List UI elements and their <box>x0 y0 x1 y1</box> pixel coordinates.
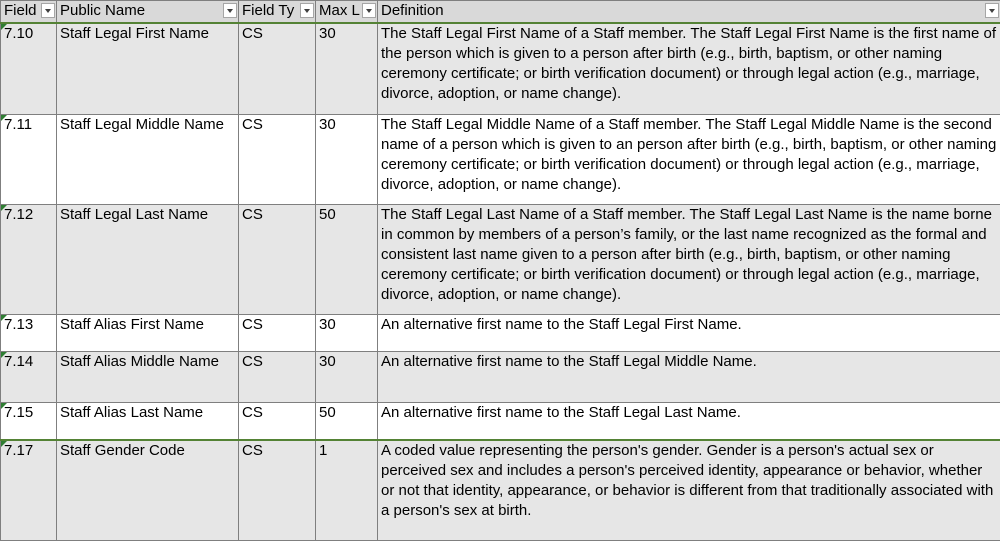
header-public-name[interactable] <box>57 1 239 24</box>
header-field-type[interactable] <box>239 1 316 24</box>
field-type-cell[interactable]: CS <box>239 114 316 204</box>
header-field-type-label: Field Ty <box>242 2 295 19</box>
error-indicator-icon <box>1 205 7 211</box>
field-value: 7.12 <box>4 205 34 223</box>
error-indicator-icon <box>1 403 7 409</box>
filter-dropdown-icon[interactable] <box>41 3 55 18</box>
error-indicator-icon <box>1 115 7 121</box>
field-type-cell[interactable]: CS <box>239 314 316 351</box>
max-length-cell[interactable]: 30 <box>316 351 378 402</box>
max-length-cell[interactable]: 30 <box>316 114 378 204</box>
field-value: 7.13 <box>4 315 34 333</box>
field-cell[interactable] <box>1 440 57 540</box>
table-row <box>1 23 1000 114</box>
public-name-cell[interactable]: Staff Alias First Name <box>57 314 239 351</box>
table-row <box>1 351 1000 402</box>
field-type-cell[interactable]: CS <box>239 351 316 402</box>
filter-dropdown-icon[interactable] <box>985 3 999 18</box>
header-field-label: Field <box>4 2 37 19</box>
field-type-cell[interactable]: CS <box>239 23 316 114</box>
header-max-length[interactable] <box>316 1 378 24</box>
field-cell[interactable] <box>1 114 57 204</box>
field-value: 7.17 <box>4 442 34 459</box>
table-row <box>1 204 1000 314</box>
public-name-cell[interactable]: Staff Alias Last Name <box>57 402 239 440</box>
definition-cell[interactable]: An alternative first name to the Staff Legal Last Name. <box>378 402 1000 440</box>
public-name-cell[interactable]: Staff Legal Middle Name <box>57 114 239 204</box>
error-indicator-icon <box>1 24 7 30</box>
field-value: 7.14 <box>4 352 34 370</box>
definition-cell[interactable]: The Staff Legal First Name of a Staff member. The Staff Legal First Name is the first name of the person which is given to a person after birth (e.g., birth, baptism, or other naming ceremony certificate; or birth verification document) or through legal action (e.g., marriage, divorce, adoption, or name change). <box>378 23 1000 114</box>
field-value: 7.11 <box>4 115 33 133</box>
definition-cell[interactable]: A coded value representing the person's gender. Gender is a person's actual sex or perceived sex and includes a person's perceived identity, appearance or behavior, whether or not that identity, appearance, or behavior is different from that traditionally associated with a person's sex at birth. <box>378 440 1000 540</box>
field-type-cell[interactable]: CS <box>239 204 316 314</box>
max-length-cell[interactable]: 50 <box>316 402 378 440</box>
table-row <box>1 314 1000 351</box>
error-indicator-icon <box>1 441 7 447</box>
table-row <box>1 440 1000 540</box>
header-definition[interactable] <box>378 1 1000 24</box>
definition-cell[interactable]: The Staff Legal Middle Name of a Staff member. The Staff Legal Middle Name is the second name of a person which is given to an person after birth (e.g., birth, baptism, or other naming ceremony certificate; or birth verification document) or through legal action (e.g., marriage, divorce, adoption, or name change). <box>378 114 1000 204</box>
definition-cell[interactable]: The Staff Legal Last Name of a Staff member. The Staff Legal Last Name is the name borne in common by members of a person’s family, or the last name recognized as the formal and consistent last name given to a person after birth (e.g., birth, baptism, or other naming ceremony certificate; or birth verification document) or through legal action (e.g., marriage, divorce, adoption, or name change). <box>378 204 1000 314</box>
public-name-cell[interactable]: Staff Legal Last Name <box>57 204 239 314</box>
header-definition-label: Definition <box>381 2 444 19</box>
error-indicator-icon <box>1 352 7 358</box>
max-length-cell[interactable]: 30 <box>316 314 378 351</box>
table-row <box>1 402 1000 440</box>
table-row <box>1 114 1000 204</box>
field-cell[interactable] <box>1 314 57 351</box>
filter-dropdown-icon[interactable] <box>362 3 376 18</box>
filter-dropdown-icon[interactable] <box>223 3 237 18</box>
public-name-cell[interactable]: Staff Gender Code <box>57 440 239 540</box>
field-type-cell[interactable]: CS <box>239 402 316 440</box>
header-public-name-label: Public Name <box>60 2 146 19</box>
field-cell[interactable] <box>1 351 57 402</box>
header-max-length-label: Max L <box>319 2 360 19</box>
field-value: 7.10 <box>4 25 34 42</box>
definition-cell[interactable]: An alternative first name to the Staff Legal First Name. <box>378 314 1000 351</box>
max-length-cell[interactable]: 1 <box>316 440 378 540</box>
max-length-cell[interactable]: 30 <box>316 23 378 114</box>
max-length-cell[interactable]: 50 <box>316 204 378 314</box>
field-cell[interactable] <box>1 402 57 440</box>
field-value: 7.15 <box>4 403 34 421</box>
field-cell[interactable] <box>1 204 57 314</box>
field-cell[interactable] <box>1 23 57 114</box>
filter-dropdown-icon[interactable] <box>300 3 314 18</box>
header-row <box>1 1 1000 24</box>
public-name-cell[interactable]: Staff Legal First Name <box>57 23 239 114</box>
definition-cell[interactable]: An alternative first name to the Staff Legal Middle Name. <box>378 351 1000 402</box>
header-field[interactable] <box>1 1 57 24</box>
error-indicator-icon <box>1 315 7 321</box>
field-type-cell[interactable]: CS <box>239 440 316 540</box>
public-name-cell[interactable]: Staff Alias Middle Name <box>57 351 239 402</box>
